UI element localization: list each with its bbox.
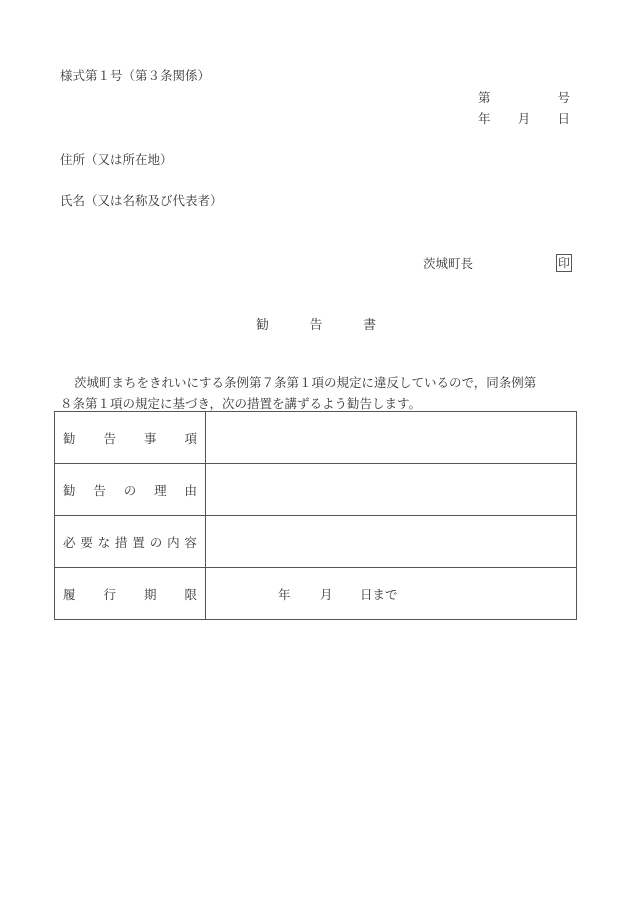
recommendation-items-field[interactable] xyxy=(206,412,577,464)
required-measures-field[interactable] xyxy=(206,516,577,568)
deadline-year: 年 xyxy=(278,586,291,602)
date-year: 年 xyxy=(478,111,491,126)
row-label-required-measures: 必 要 な 措 置 の 内 容 xyxy=(55,516,206,568)
recommendation-reason-field[interactable] xyxy=(206,464,577,516)
form-number: 様式第１号（第３条関係） xyxy=(60,68,211,83)
title-char: 告 xyxy=(309,318,323,333)
issuer-title: 茨城町長 xyxy=(423,256,474,271)
row-label-recommendation-reason: 勧 告 の 理 由 xyxy=(55,464,206,516)
deadline-day: 日まで xyxy=(360,586,398,602)
title-char: 書 xyxy=(362,318,376,333)
body-line-2: ８条第１項の規定に基づき，次の措置を講ずるよう勧告します。 xyxy=(60,396,422,411)
row-label-recommendation-items: 勧 告 事 項 xyxy=(55,412,206,464)
table-row xyxy=(55,464,577,516)
recommendation-table xyxy=(54,411,577,620)
document-number-suffix: 号 xyxy=(557,90,570,105)
document-title xyxy=(256,318,376,334)
body-line-1: 茨城町まちをきれいにする条例第７条第１項の規定に違反しているので，同条例第 xyxy=(74,375,537,390)
table-row xyxy=(55,412,577,464)
recipient-address-label: 住所（又は所在地） xyxy=(60,152,173,167)
body-paragraph xyxy=(60,372,580,414)
document-number-prefix: 第 xyxy=(478,90,491,105)
deadline-month: 月 xyxy=(320,586,333,602)
document-number xyxy=(478,90,570,106)
recipient-name-label: 氏名（又は名称及び代表者） xyxy=(60,193,223,208)
title-char: 勧 xyxy=(256,318,270,333)
seal-mark: 印 xyxy=(557,256,570,270)
issue-date xyxy=(478,111,570,127)
row-label-deadline: 履 行 期 限 xyxy=(55,568,206,620)
date-day: 日 xyxy=(557,111,570,126)
deadline-field[interactable] xyxy=(206,568,577,620)
table-row xyxy=(55,516,577,568)
table-row xyxy=(55,568,577,620)
date-month: 月 xyxy=(517,111,531,126)
